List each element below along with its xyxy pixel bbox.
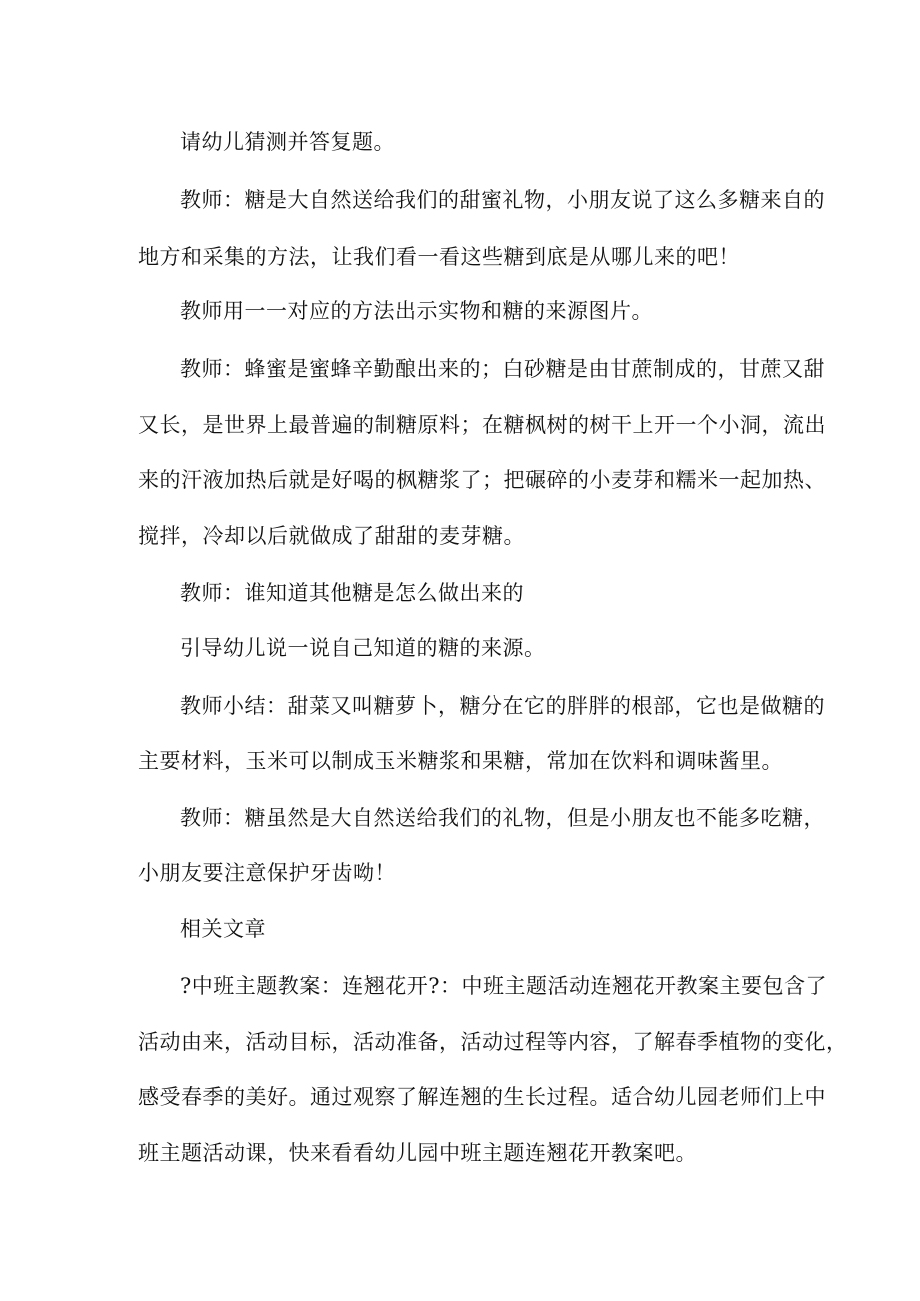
section-heading: 相关文章 (180, 917, 266, 941)
paragraph-line: 活动由来，活动目标，活动准备，活动过程等内容，了解春季植物的变化， (138, 1030, 848, 1054)
paragraph-line: 引导幼儿说一说自己知道的糖的来源。 (180, 636, 546, 660)
paragraph-line: 教师：糖虽然是大自然送给我们的礼物，但是小朋友也不能多吃糖， (180, 806, 825, 830)
paragraph-line: 搅拌，冷却以后就做成了甜甜的麦芽糖。 (138, 524, 525, 548)
paragraph-line: 教师：蜂蜜是蜜蜂辛勤酿出来的；白砂糖是由甘蔗制成的，甘蔗又甜 (180, 357, 825, 381)
paragraph-line: 小朋友要注意保护牙齿呦！ (138, 861, 396, 885)
paragraph-line: 来的汗液加热后就是好喝的枫糖浆了；把碾碎的小麦芽和糯米一起加热、 (138, 468, 826, 492)
paragraph-line: 感受春季的美好。通过观察了解连翘的生长过程。适合幼儿园老师们上中 (138, 1085, 826, 1109)
paragraph-line: 教师：谁知道其他糖是怎么做出来的 (180, 581, 524, 605)
paragraph-line: 教师：糖是大自然送给我们的甜蜜礼物，小朋友说了这么多糖来自的 (180, 188, 825, 212)
paragraph-line: ?中班主题教案：连翘花开?：中班主题活动连翘花开教案主要包含了 (180, 974, 828, 998)
paragraph-line: 教师用一一对应的方法出示实物和糖的来源图片。 (180, 299, 653, 323)
paragraph-line: 请幼儿猜测并答复题。 (180, 130, 395, 154)
paragraph-line: 班主题活动课，快来看看幼儿园中班主题连翘花开教案吧。 (138, 1141, 697, 1165)
paragraph-line: 教师小结：甜菜又叫糖萝卜，糖分在它的胖胖的根部，它也是做糖的 (180, 694, 825, 718)
paragraph-line: 地方和采集的方法，让我们看一看这些糖到底是从哪儿来的吧！ (138, 245, 740, 269)
paragraph-line: 又长，是世界上最普遍的制糖原料；在糖枫树的树干上开一个小洞，流出 (138, 413, 826, 437)
paragraph-line: 主要材料，玉米可以制成玉米糖浆和果糖，常加在饮料和调味酱里。 (138, 749, 783, 773)
